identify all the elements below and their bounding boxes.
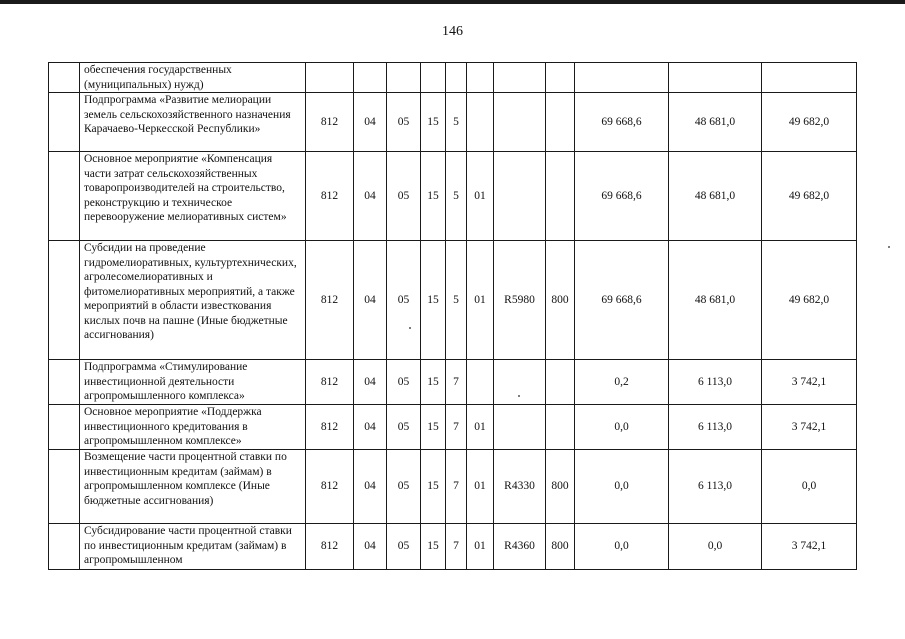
- table-row: [49, 524, 857, 570]
- program-code: 15: [421, 93, 446, 152]
- scan-speck: [518, 395, 520, 397]
- amount-year-2: 6 113,0: [669, 405, 762, 450]
- amount-year-2: 0,0: [669, 524, 762, 570]
- program-code: 15: [421, 241, 446, 360]
- row-index-cell: [49, 360, 80, 405]
- amount-year-2: [669, 63, 762, 93]
- ministry-code: [306, 63, 354, 93]
- row-name: Субсидирование части процентной ставки по инвестиционным кредитам (займам) в агропромышленном: [80, 524, 306, 570]
- row-name: Подпрограмма «Стимулирование инвестиционной деятельности агропромышленного комплекса»: [80, 360, 306, 405]
- direction-code: R4360: [494, 524, 546, 570]
- table-row: [49, 63, 857, 93]
- expense-type-code: [546, 152, 575, 241]
- program-code: 15: [421, 152, 446, 241]
- event-code: [467, 360, 494, 405]
- amount-year-3: 3 742,1: [762, 360, 857, 405]
- direction-code: R5980: [494, 241, 546, 360]
- program-code: 15: [421, 450, 446, 524]
- scan-speck: [409, 327, 411, 329]
- section-code: 04: [354, 405, 387, 450]
- table-row: [49, 360, 857, 405]
- row-index-cell: [49, 524, 80, 570]
- row-index-cell: [49, 405, 80, 450]
- subprogram-code: 5: [446, 241, 467, 360]
- row-name: Подпрограмма «Развитие мелиорации земель сельскохозяйственного назначения Карачаево-Черкесской Республики»: [80, 93, 306, 152]
- subsection-code: [387, 63, 421, 93]
- expense-type-code: 800: [546, 241, 575, 360]
- amount-year-3: 3 742,1: [762, 524, 857, 570]
- row-index-cell: [49, 93, 80, 152]
- amount-year-1: 0,2: [575, 360, 669, 405]
- ministry-code: 812: [306, 152, 354, 241]
- budget-table: [48, 62, 857, 570]
- expense-type-code: [546, 63, 575, 93]
- direction-code: [494, 63, 546, 93]
- scan-top-edge: [0, 0, 905, 4]
- event-code: 01: [467, 450, 494, 524]
- amount-year-1: 69 668,6: [575, 241, 669, 360]
- ministry-code: 812: [306, 241, 354, 360]
- program-code: [421, 63, 446, 93]
- section-code: 04: [354, 152, 387, 241]
- amount-year-3: 0,0: [762, 450, 857, 524]
- row-name: обеспечения государственных (муниципальных) нужд): [80, 63, 306, 93]
- direction-code: [494, 405, 546, 450]
- amount-year-3: 49 682,0: [762, 152, 857, 241]
- section-code: [354, 63, 387, 93]
- amount-year-1: [575, 63, 669, 93]
- direction-code: [494, 152, 546, 241]
- expense-type-code: 800: [546, 450, 575, 524]
- row-index-cell: [49, 241, 80, 360]
- amount-year-2: 48 681,0: [669, 152, 762, 241]
- amount-year-3: [762, 63, 857, 93]
- subprogram-code: 5: [446, 93, 467, 152]
- row-index-cell: [49, 63, 80, 93]
- ministry-code: 812: [306, 93, 354, 152]
- amount-year-1: 0,0: [575, 450, 669, 524]
- subprogram-code: 5: [446, 152, 467, 241]
- page-number: 146: [442, 24, 463, 39]
- amount-year-3: 49 682,0: [762, 93, 857, 152]
- subsection-code: 05: [387, 524, 421, 570]
- subprogram-code: [446, 63, 467, 93]
- direction-code: R4330: [494, 450, 546, 524]
- direction-code: [494, 360, 546, 405]
- expense-type-code: 800: [546, 524, 575, 570]
- amount-year-2: 6 113,0: [669, 450, 762, 524]
- table-row: [49, 93, 857, 152]
- section-code: 04: [354, 450, 387, 524]
- amount-year-3: 49 682,0: [762, 241, 857, 360]
- row-index-cell: [49, 450, 80, 524]
- expense-type-code: [546, 405, 575, 450]
- table-row: [49, 450, 857, 524]
- table-row: [49, 152, 857, 241]
- event-code: 01: [467, 405, 494, 450]
- amount-year-1: 0,0: [575, 524, 669, 570]
- subprogram-code: 7: [446, 405, 467, 450]
- row-name: Субсидии на проведение гидромелиоративных, культуртехнических, агролесомелиоративных и фитомелиоративных мероприятий, а также мероприятий в области известкования кислых почв на пашне (Иные бюджетные ассигнования): [80, 241, 306, 360]
- subprogram-code: 7: [446, 360, 467, 405]
- event-code: 01: [467, 524, 494, 570]
- row-name: Основное мероприятие «Поддержка инвестиционного кредитования в агропромышленном комплексе»: [80, 405, 306, 450]
- section-code: 04: [354, 524, 387, 570]
- amount-year-1: 69 668,6: [575, 93, 669, 152]
- subprogram-code: 7: [446, 450, 467, 524]
- amount-year-1: 69 668,6: [575, 152, 669, 241]
- expense-type-code: [546, 360, 575, 405]
- subsection-code: 05: [387, 360, 421, 405]
- subsection-code: 05: [387, 450, 421, 524]
- amount-year-2: 48 681,0: [669, 241, 762, 360]
- subsection-code: 05: [387, 405, 421, 450]
- row-index-cell: [49, 152, 80, 241]
- program-code: 15: [421, 360, 446, 405]
- expense-type-code: [546, 93, 575, 152]
- event-code: 01: [467, 152, 494, 241]
- program-code: 15: [421, 405, 446, 450]
- row-name: Возмещение части процентной ставки по инвестиционным кредитам (займам) в агропромышленном комплексе (Иные бюджетные ассигнования): [80, 450, 306, 524]
- ministry-code: 812: [306, 405, 354, 450]
- table-row: [49, 405, 857, 450]
- amount-year-2: 6 113,0: [669, 360, 762, 405]
- program-code: 15: [421, 524, 446, 570]
- subsection-code: 05: [387, 93, 421, 152]
- section-code: 04: [354, 360, 387, 405]
- amount-year-3: 3 742,1: [762, 405, 857, 450]
- subsection-code: 05: [387, 152, 421, 241]
- section-code: 04: [354, 241, 387, 360]
- direction-code: [494, 93, 546, 152]
- amount-year-2: 48 681,0: [669, 93, 762, 152]
- scan-speck: [888, 246, 890, 248]
- amount-year-1: 0,0: [575, 405, 669, 450]
- table-row: [49, 241, 857, 360]
- event-code: 01: [467, 241, 494, 360]
- ministry-code: 812: [306, 524, 354, 570]
- event-code: [467, 93, 494, 152]
- subsection-code: 05: [387, 241, 421, 360]
- ministry-code: 812: [306, 360, 354, 405]
- event-code: [467, 63, 494, 93]
- subprogram-code: 7: [446, 524, 467, 570]
- ministry-code: 812: [306, 450, 354, 524]
- row-name: Основное мероприятие «Компенсация части затрат сельскохозяйственных товаропроизводителей на строительство, реконструкцию и техническое перевооружение мелиоративных систем»: [80, 152, 306, 241]
- section-code: 04: [354, 93, 387, 152]
